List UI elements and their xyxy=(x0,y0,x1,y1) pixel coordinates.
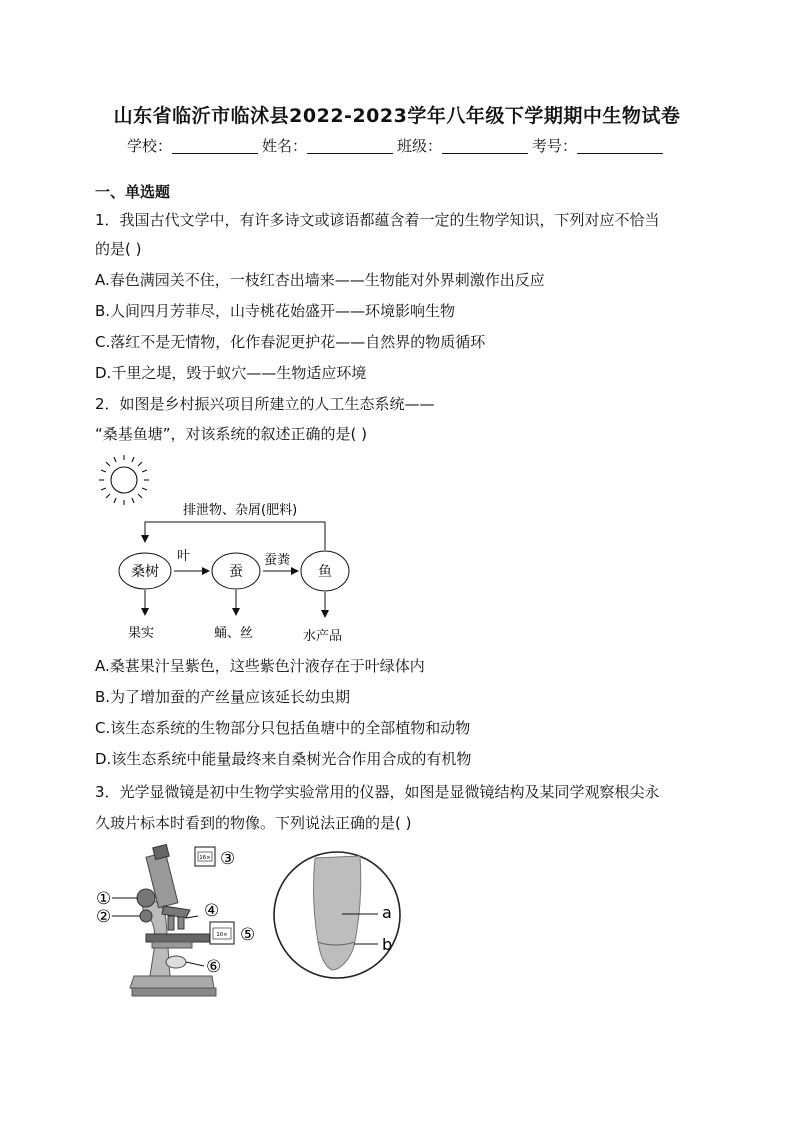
q2-option-c: C.该生态系统的生物部分只包括鱼塘中的全部植物和动物 xyxy=(95,719,471,737)
node-mulberry-label: 桑树 xyxy=(131,564,159,580)
q1-option-b: B.人间四月芳菲尽，山寺桃花始盛开——环境影响生物 xyxy=(95,302,456,320)
class-blank xyxy=(442,138,528,154)
arrow-feces-label: 蚕粪 xyxy=(264,553,291,568)
number-blank xyxy=(577,138,663,154)
sun-icon xyxy=(99,455,149,505)
class-label: 班级： xyxy=(397,137,443,155)
output-aquatic: 水产品 xyxy=(303,629,343,644)
label-a: a xyxy=(382,903,392,922)
q2-option-b: B.为了增加蚕的产丝量应该延长幼虫期 xyxy=(95,688,351,706)
number-label: 考号： xyxy=(532,137,578,155)
page-title: 山东省临沂市临沭县2022-2023学年八年级下学期期中生物试卷 xyxy=(113,105,681,127)
label-1: ① xyxy=(96,889,112,909)
q3-stem-line1: 3．光学显微镜是初中生物学实验常用的仪器，如图是显微镜结构及某同学观察根尖永 xyxy=(95,783,660,801)
q1-option-a: A.春色满园关不住，一枝红杏出墙来——生物能对外界刺激作出反应 xyxy=(95,271,545,289)
root-tip-view xyxy=(270,848,404,982)
label-3: ③ xyxy=(220,849,236,869)
q1-stem-line2: 的是( ) xyxy=(95,240,142,258)
q1-option-c: C.落红不是无情物，化作春泥更护花——自然界的物质循环 xyxy=(95,333,486,351)
q2-stem-line2: “桑基鱼塘”，对该系统的叙述正确的是( ) xyxy=(95,425,368,443)
label-2: ② xyxy=(96,907,112,927)
q1-option-d: D.千里之堤，毁于蚁穴——生物适应环境 xyxy=(95,364,367,382)
student-info-row xyxy=(0,135,794,156)
label-b: b xyxy=(382,935,393,954)
label-6: ⑥ xyxy=(206,957,222,977)
mulberry-fish-pond-diagram xyxy=(90,452,370,648)
output-fruit: 果实 xyxy=(128,626,155,641)
q2-stem-line1: 2．如图是乡村振兴项目所建立的人工生态系统—— xyxy=(95,395,435,413)
q3-stem-line2: 久玻片标本时看到的物像。下列说法正确的是( ) xyxy=(95,814,412,832)
label-5: ⑤ xyxy=(240,925,256,945)
node-silkworm-label: 蚕 xyxy=(229,564,243,580)
q2-option-a: A.桑葚果汁呈紫色，这些紫色汁液存在于叶绿体内 xyxy=(95,657,425,675)
arrow-leaf-label: 叶 xyxy=(177,549,191,564)
school-blank xyxy=(172,138,258,154)
section-heading: 一、单选题 xyxy=(95,183,171,201)
output-pupa-silk: 蛹、丝 xyxy=(214,626,254,641)
lens3-magnification: 16× xyxy=(199,855,211,861)
node-fish-label: 鱼 xyxy=(318,564,332,580)
diagram-top-label: 排泄物、杂屑(肥料) xyxy=(183,503,298,518)
name-label: 姓名： xyxy=(261,137,307,155)
label-4: ④ xyxy=(204,901,220,921)
lens5-magnification: 10× xyxy=(216,932,228,938)
name-blank xyxy=(307,138,393,154)
q2-option-d: D.该生态系统中能量最终来自桑树光合作用合成的有机物 xyxy=(95,750,472,768)
microscope-figure xyxy=(94,840,270,1002)
school-label: 学校： xyxy=(126,137,172,155)
q1-stem-line1: 1．我国古代文学中，有许多诗文或谚语都蕴含着一定的生物学知识，下列对应不恰当 xyxy=(95,211,660,229)
